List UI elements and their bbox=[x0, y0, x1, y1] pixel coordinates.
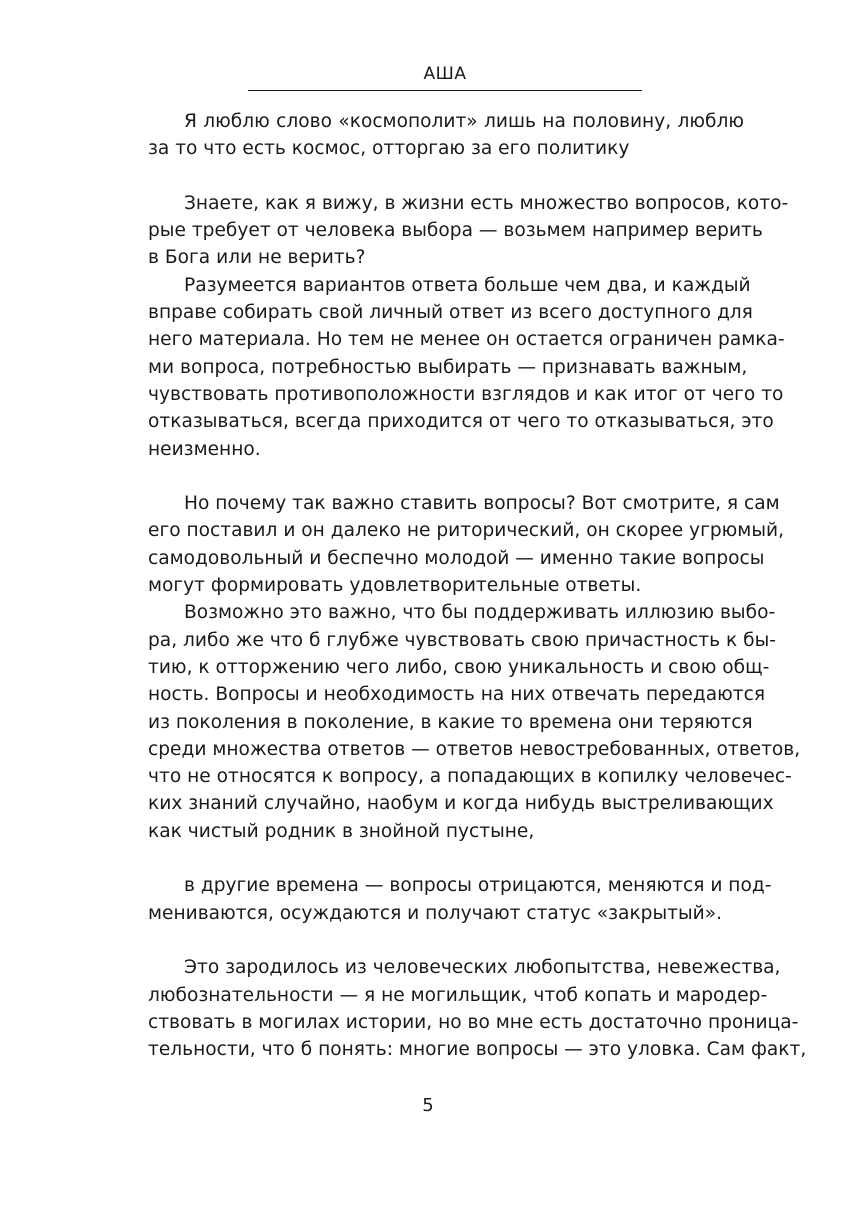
paragraph-gap bbox=[148, 845, 744, 872]
text-line: среди множества ответов — ответов невостребованных, ответов, bbox=[148, 738, 801, 760]
text-line: в Бога или не верить? bbox=[148, 247, 366, 269]
text-line: Я люблю слово «космополит» лишь на половину, люблю bbox=[184, 111, 744, 132]
paragraph-gap bbox=[148, 163, 744, 190]
paragraph bbox=[148, 954, 807, 1063]
text-line: Разумеется вариантов ответа больше чем два, и каждый bbox=[184, 274, 751, 296]
body-text bbox=[148, 108, 807, 1063]
text-line: чувствовать противоположности взглядов и как итог от чего то bbox=[148, 383, 784, 405]
paragraph bbox=[148, 490, 784, 599]
text-line: что не относятся к вопросу, а попадающих в копилку человечес- bbox=[148, 766, 792, 788]
paragraph bbox=[148, 872, 772, 927]
text-line: Знаете, как я вижу, в жизни есть множество вопросов, кото- bbox=[184, 192, 789, 214]
paragraph bbox=[148, 599, 801, 845]
text-line: Это зародилось из человеческих любопытства, невежества, bbox=[184, 957, 781, 979]
text-line: рые требует от человека выбора — возьмем например верить bbox=[148, 220, 763, 242]
header-rule bbox=[248, 90, 642, 91]
paragraph bbox=[148, 190, 789, 272]
text-line: могут формировать удовлетворительные ответы. bbox=[148, 575, 642, 597]
text-line: отказываться, всегда приходится от чего то отказываться, это bbox=[148, 411, 774, 433]
text-line: как чистый родник в знойной пустыне, bbox=[148, 820, 535, 842]
text-line: мениваются, осуждаются и получают статус «закрытый». bbox=[148, 902, 723, 924]
text-line: самодовольный и беспечно молодой — именно такие вопросы bbox=[148, 547, 765, 569]
paragraph-gap bbox=[148, 927, 744, 954]
paragraph-gap bbox=[148, 463, 744, 490]
text-line: ность. Вопросы и необходимость на них отвечать передаются bbox=[148, 684, 766, 706]
text-line: его поставил и он далеко не риторический, он скорее угрюмый, bbox=[148, 520, 784, 542]
text-line: тельности, что б понять: многие вопросы — это уловка. Сам факт, bbox=[148, 1039, 807, 1061]
text-line: Но почему так важно ставить вопросы? Вот смотрите, я сам bbox=[184, 493, 780, 515]
text-line: ствовать в могилах истории, но во мне есть достаточно проница- bbox=[148, 1011, 799, 1033]
text-line: ких знаний случайно, наобум и когда нибудь выстреливающих bbox=[148, 793, 774, 815]
text-line: неизменно. bbox=[148, 438, 261, 460]
text-line: тию, к отторжению чего либо, свою уникальность и свою общ- bbox=[148, 656, 770, 678]
text-line: ра, либо же что б глубже чувствовать свою причастность к бы- bbox=[148, 629, 776, 651]
text-line: любознательности — я не могильщик, чтоб копать и мародер- bbox=[148, 984, 768, 1006]
text-line: из поколения в поколение, в какие то времена они теряются bbox=[148, 711, 753, 733]
paragraph bbox=[148, 108, 744, 163]
text-line: за то что есть космос, отторгаю за его политику bbox=[148, 138, 630, 160]
text-line: него материала. Но тем не менее он остается ограничен рамка- bbox=[148, 329, 785, 351]
paragraph bbox=[148, 272, 785, 463]
text-line: ми вопроса, потребностью выбирать — признавать важным, bbox=[148, 356, 748, 378]
text-line: Возможно это важно, что бы поддерживать иллюзию выбо- bbox=[184, 602, 776, 624]
text-line: вправе собирать свой личный ответ из всего доступного для bbox=[148, 302, 753, 324]
running-head: АША bbox=[423, 64, 467, 84]
page-number: 5 bbox=[422, 1095, 434, 1116]
text-line: в другие времена — вопросы отрицаются, меняются и под- bbox=[184, 875, 772, 897]
